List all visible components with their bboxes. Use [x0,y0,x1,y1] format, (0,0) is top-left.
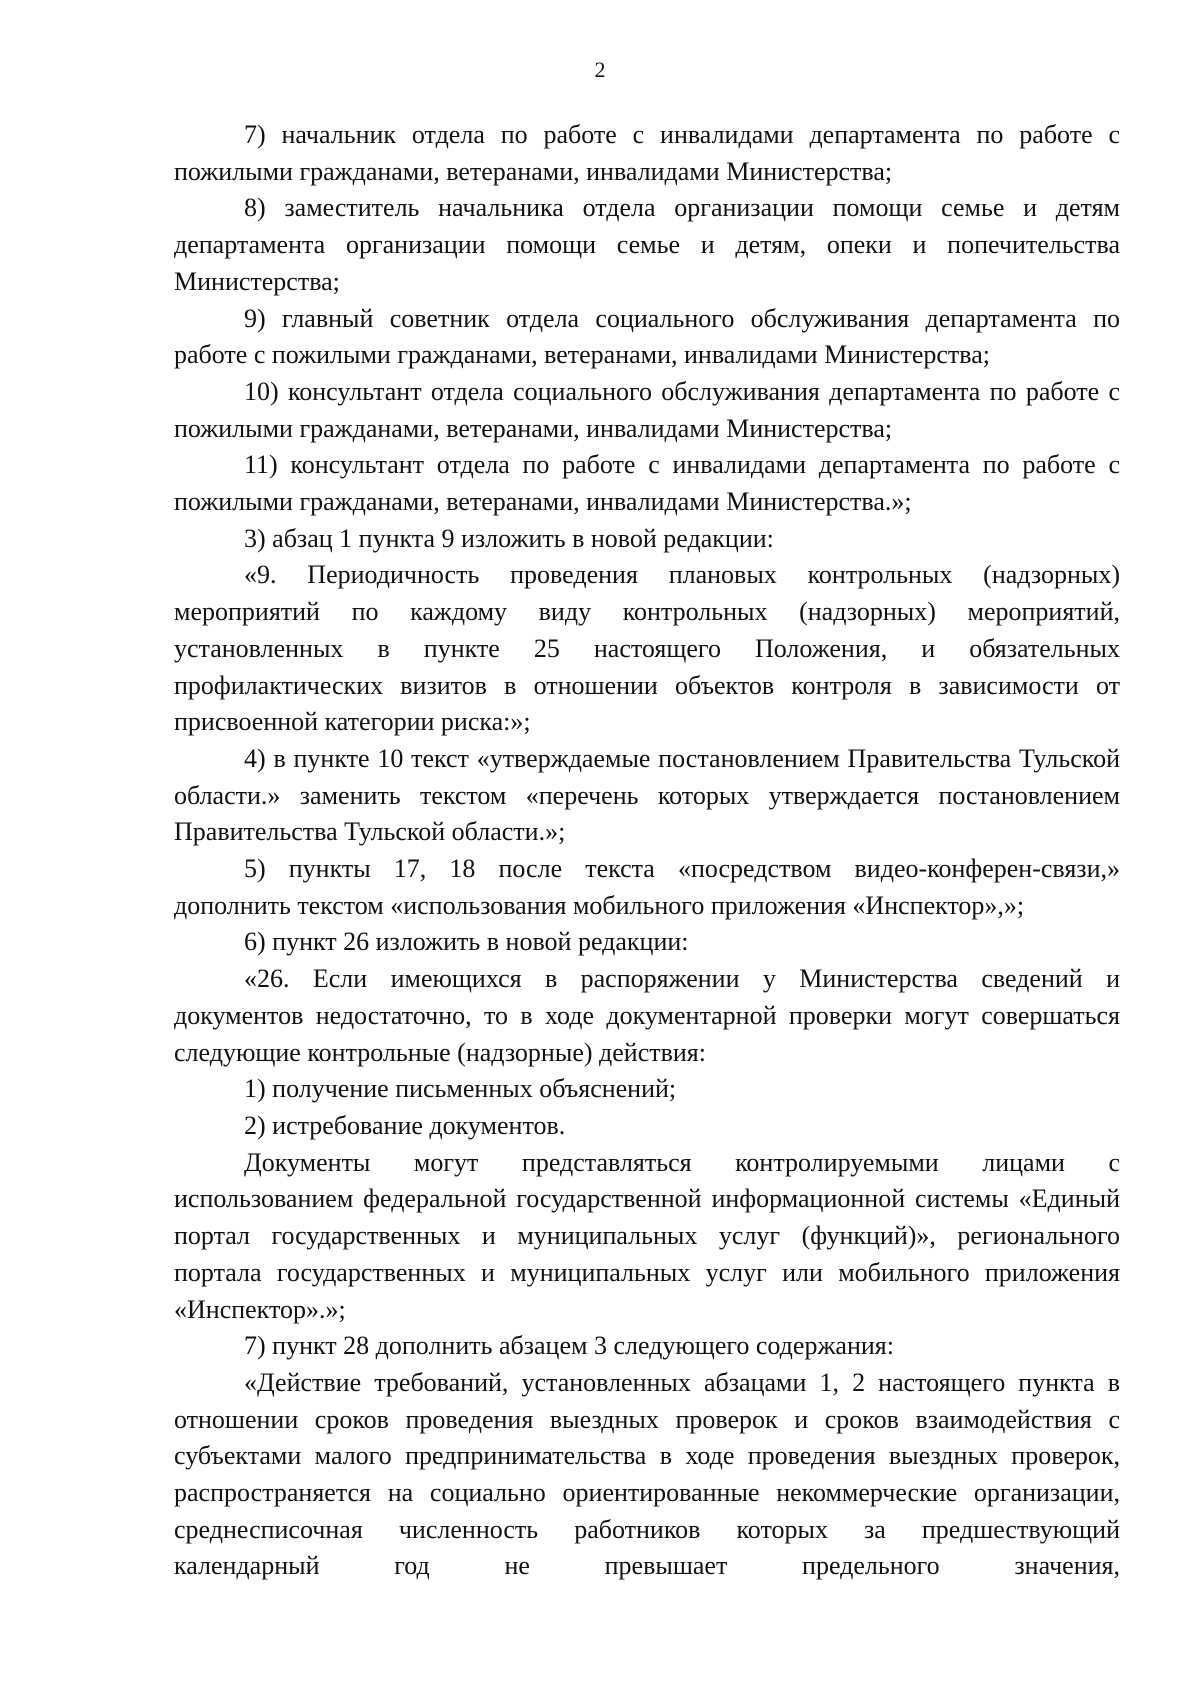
paragraph-item-8: 8) заместитель начальника отдела организации помощи семье и детям департамента организации помощи семье и детям, опеки и попечительства Министерства; [174,193,1120,296]
paragraph-point-9-text: «9. Периодичность проведения плановых контрольных (надзорных) мероприятий по каждому виду контрольных (надзорных) мероприятий, установленных в пункте 25 настоящего Положения, и обязательных профилактических визитов в отношении объектов контроля в зависимости от присвоенной категории риска:»; [174,560,1120,737]
paragraph-point-26-item-1: 1) получение письменных объяснений; [244,1074,677,1104]
paragraph-point-26-item-2: 2) истребование документов. [244,1110,566,1140]
paragraph-point-28-text: «Действие требований, установленных абзацами 1, 2 настоящего пункта в отношении сроков проведения выездных проверок и сроков взаимодействия с субъектами малого предпринимательства в ходе проведения выездных проверок, распространяется на социально ориентированные некоммерческие организации, среднесписочная численность работников которых за предшествующий календарный год не превышает предельного значения, [174,1367,1120,1581]
paragraph-amendment-3: 3) абзац 1 пункта 9 изложить в новой редакции: [244,523,774,553]
paragraph-amendment-7: 7) пункт 28 дополнить абзацем 3 следующего содержания: [244,1331,894,1361]
paragraph-documents: Документы могут представляться контролируемыми лицами с использованием федеральной государственной информационной системы «Единый портал государственных и муниципальных услуг (функций)», регионального портала государственных и муниципальных услуг или мобильного приложения «Инспектор».»; [174,1147,1120,1324]
paragraph-item-7: 7) начальник отдела по работе с инвалидами департамента по работе с пожилыми гражданами, ветеранами, инвалидами Министерства; [174,120,1120,186]
paragraph-item-11: 11) консультант отдела по работе с инвалидами департамента по работе с пожилыми гражданами, ветеранами, инвалидами Министерства.»; [174,450,1120,517]
paragraph-point-26-text: «26. Если имеющихся в распоряжении у Министерства сведений и документов недостаточно, то в ходе документарной проверки могут совершаться следующие контрольные (надзорные) действия: [174,964,1120,1067]
paragraph-amendment-5: 5) пункты 17, 18 после текста «посредством видео-конферен-связи,» дополнить текстом «использования мобильного приложения «Инспектор»,»; [174,854,1120,920]
document-body [174,117,1120,1585]
paragraph-item-10: 10) консультант отдела социального обслуживания департамента по работе с пожилыми гражданами, ветеранами, инвалидами Министерства; [174,376,1120,443]
paragraph-amendment-4: 4) в пункте 10 текст «утверждаемые постановлением Правительства Тульской области.» заменить текстом «перечень которых утверждается постановлением Правительства Тульской области.»; [174,743,1120,847]
paragraph-amendment-6: 6) пункт 26 изложить в новой редакции: [244,927,689,957]
paragraph-item-9: 9) главный советник отдела социального обслуживания департамента по работе с пожилыми гражданами, ветеранами, инвалидами Министерства; [174,303,1120,370]
page-number: 2 [594,57,606,82]
